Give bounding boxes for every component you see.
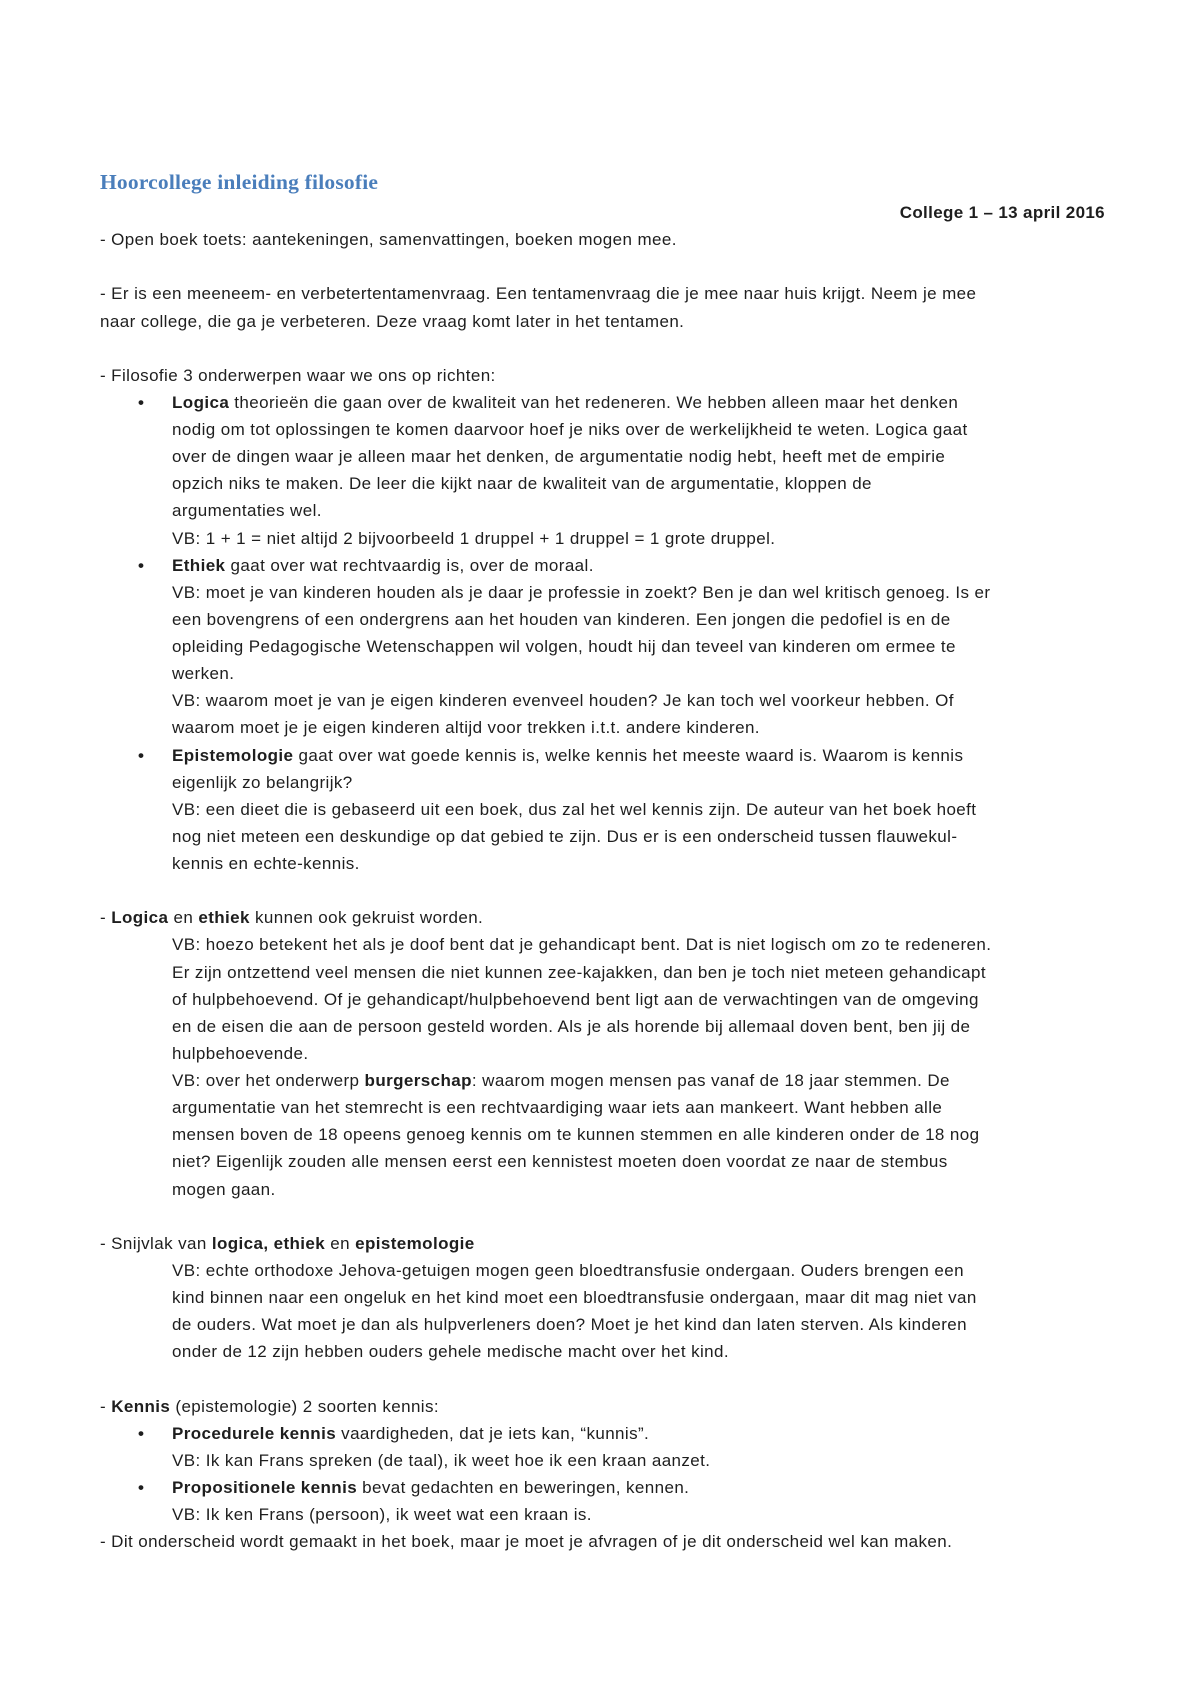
text-segment: naar college, die ga je verbeteren. Deze vraag komt later in het tentamen. xyxy=(100,311,685,331)
text-segment: VB: 1 + 1 = niet altijd 2 bijvoorbeeld 1 druppel + 1 druppel = 1 grote druppel. xyxy=(172,528,776,548)
text-segment: - Er is een meeneem- en verbetertentamenvraag. Een tentamenvraag die je mee naar huis krijgt. Neem je mee xyxy=(100,284,977,304)
text-segment: VB: echte orthodoxe Jehova-getuigen mogen geen bloedtransfusie ondergaan. Ouders brengen een xyxy=(172,1260,964,1280)
text-segment: kennis en echte-kennis. xyxy=(172,854,360,873)
example-note xyxy=(100,931,1105,1202)
text-segment: : waarom mogen mensen pas vanaf de 18 jaar stemmen. De xyxy=(471,1071,950,1090)
text-line xyxy=(100,633,1105,660)
text-line xyxy=(100,904,1105,931)
text-segment: argumentatie van het stemrecht is een rechtvaardiging waar iets aan mankeert. Want hebben alle xyxy=(172,1098,943,1118)
text-segment: onder de 12 zijn hebben ouders gehele medische macht over het kind. xyxy=(172,1342,729,1362)
text-segment: vaardigheden, dat je iets kan, “kunnis”. xyxy=(336,1423,650,1443)
text-line xyxy=(100,931,1105,958)
text-line xyxy=(100,1501,1105,1528)
text-segment: opleiding Pedagogische Wetenschappen wil volgen, houdt hij dan teveel van kinderen om ermee te xyxy=(172,637,956,656)
section xyxy=(100,1230,1105,1366)
text-segment: - Snijvlak van xyxy=(100,1233,212,1253)
text-line xyxy=(100,1121,1105,1148)
text-line xyxy=(100,525,1105,552)
text-line xyxy=(100,1447,1105,1474)
text-segment: Er zijn ontzettend veel mensen die niet kunnen zee-kajakken, dan ben je toch niet meteen gehandicapt xyxy=(172,962,987,982)
text-line xyxy=(100,1040,1105,1067)
text-line xyxy=(100,769,1105,796)
section xyxy=(100,904,1105,1202)
example-note xyxy=(100,1257,1105,1366)
text-segment: kunnen ook gekruist worden. xyxy=(249,908,484,928)
text-segment: bevat gedachten en beweringen, kennen. xyxy=(357,1477,690,1497)
text-segment: VB: een dieet die is gebaseerd uit een boek, dus zal het wel kennis zijn. De auteur van het boek hoeft xyxy=(172,799,977,819)
text-line xyxy=(100,959,1105,986)
text-segment: werken. xyxy=(172,664,235,684)
paragraph xyxy=(100,362,1105,389)
bold-term: epistemologie xyxy=(355,1233,475,1253)
text-segment: gaat over wat rechtvaardig is, over de moraal. xyxy=(225,555,594,575)
text-segment: VB: Ik kan Frans spreken (de taal), ik weet hoe ik een kraan aanzet. xyxy=(172,1450,711,1470)
text-line xyxy=(100,1420,1105,1447)
text-segment: mogen gaan. xyxy=(172,1179,276,1199)
text-line xyxy=(100,552,1105,579)
bullet-item xyxy=(100,389,1105,552)
bold-term: Kennis xyxy=(111,1396,171,1416)
text-line xyxy=(100,1148,1105,1175)
text-segment: of hulpbehoevend. Of je gehandicapt/hulpbehoevend bent ligt aan de verwachtingen van de omgeving xyxy=(172,989,979,1009)
text-line xyxy=(100,443,1105,470)
text-line xyxy=(100,389,1105,416)
bullet-marker: • xyxy=(138,1477,145,1497)
text-line xyxy=(100,362,1105,389)
text-line xyxy=(100,1284,1105,1311)
bullet-item xyxy=(100,1474,1105,1528)
text-segment: VB: moet je van kinderen houden als je daar je professie in zoekt? Ben je dan wel kritisch genoeg. Is er xyxy=(172,582,991,602)
text-line xyxy=(100,660,1105,687)
text-segment: VB: over het onderwerp xyxy=(172,1071,365,1090)
text-segment: nog niet meteen een deskundige op dat gebied te zijn. Dus er is een onderscheid tussen flauwekul- xyxy=(172,826,958,846)
text-segment: waarom moet je je eigen kinderen altijd voor trekken i.t.t. andere kinderen. xyxy=(172,718,760,738)
text-line xyxy=(100,226,1105,253)
text-line xyxy=(100,1176,1105,1203)
text-segment: - xyxy=(100,1396,112,1416)
text-segment: niet? Eigenlijk zouden alle mensen eerst een kennistest moeten doen voordat ze naar de stembus xyxy=(172,1152,948,1172)
lecture-date: College 1 – 13 april 2016 xyxy=(899,203,1105,222)
text-line xyxy=(100,308,1105,335)
bold-term: Logica xyxy=(111,908,169,928)
bold-term: Logica xyxy=(172,392,230,412)
bold-term: Procedurele kennis xyxy=(172,1423,337,1443)
document-page xyxy=(100,165,1105,1582)
bullet-marker: • xyxy=(138,392,145,412)
text-line xyxy=(100,1528,1105,1555)
text-line xyxy=(100,1338,1105,1365)
bullet-marker: • xyxy=(138,555,145,575)
bullet-item xyxy=(100,1420,1105,1474)
text-line xyxy=(100,823,1105,850)
text-segment: VB: hoezo betekent het als je doof bent dat je gehandicapt bent. Dat is niet logisch om zo te redeneren. xyxy=(172,935,992,955)
bold-term: Propositionele kennis xyxy=(172,1477,358,1497)
bold-term: Ethiek xyxy=(172,555,226,575)
bold-term: logica, ethiek xyxy=(211,1233,326,1253)
paragraph xyxy=(100,904,1105,931)
text-line xyxy=(100,1393,1105,1420)
section xyxy=(100,226,1105,253)
text-line xyxy=(100,280,1105,307)
text-segment: eigenlijk zo belangrijk? xyxy=(172,772,353,792)
text-line xyxy=(100,687,1105,714)
text-segment: - Dit onderscheid wordt gemaakt in het boek, maar je moet je afvragen of je dit onderscheid wel kan maken. xyxy=(100,1532,953,1552)
text-segment: - Filosofie 3 onderwerpen waar we ons op richten: xyxy=(100,365,496,385)
text-line xyxy=(100,850,1105,877)
text-line xyxy=(100,1230,1105,1257)
text-line xyxy=(100,1094,1105,1121)
page-title: Hoorcollege inleiding filosofie xyxy=(100,170,379,194)
bullet-marker: • xyxy=(138,1423,145,1443)
text-segment: over de dingen waar je alleen maar het denken, de argumentatie nodig hebt, heeft met de empirie xyxy=(172,447,946,467)
text-segment: VB: Ik ken Frans (persoon), ik weet wat een kraan is. xyxy=(172,1505,592,1524)
text-segment: gaat over wat goede kennis is, welke kennis het meeste waard is. Waarom is kennis xyxy=(293,745,964,765)
bold-term: ethiek xyxy=(198,908,250,928)
bold-term: Epistemologie xyxy=(172,745,294,765)
paragraph xyxy=(100,280,1105,334)
text-segment: de ouders. Wat moet je dan als hulpverleners doen? Moet je het kind dan laten sterven. Als kinderen xyxy=(172,1315,967,1335)
text-line xyxy=(100,1013,1105,1040)
text-segment: en xyxy=(168,908,199,928)
text-segment: hulpbehoevende. xyxy=(172,1043,309,1063)
text-line xyxy=(100,497,1105,524)
text-segment: mensen boven de 18 opeens genoeg kennis om te kunnen stemmen en alle kinderen onder de 18 nog xyxy=(172,1125,980,1145)
text-line xyxy=(100,714,1105,741)
text-segment: een bovengrens of een ondergrens aan het houden van kinderen. Een jongen die pedofiel is en de xyxy=(172,609,951,629)
text-segment: (epistemologie) 2 soorten kennis: xyxy=(170,1396,439,1416)
document-body xyxy=(100,226,1105,1555)
text-line xyxy=(100,1474,1105,1501)
text-line xyxy=(100,606,1105,633)
section xyxy=(100,362,1105,877)
paragraph xyxy=(100,1528,1105,1555)
text-segment: - Open boek toets: aantekeningen, samenvattingen, boeken mogen mee. xyxy=(100,230,677,250)
text-segment: argumentaties wel. xyxy=(172,501,322,521)
text-line xyxy=(100,416,1105,443)
text-segment: en xyxy=(325,1233,356,1253)
bullet-marker: • xyxy=(138,745,145,765)
text-segment: - xyxy=(100,908,112,928)
bold-term: burgerschap xyxy=(364,1071,472,1090)
text-line xyxy=(100,986,1105,1013)
text-line xyxy=(100,470,1105,497)
section xyxy=(100,1393,1105,1556)
text-line xyxy=(100,1311,1105,1338)
paragraph xyxy=(100,1230,1105,1257)
text-line xyxy=(100,1067,1105,1094)
text-segment: opzich niks te maken. De leer die kijkt naar de kwaliteit van de argumentatie, kloppen de xyxy=(172,474,872,494)
text-segment: theorieën die gaan over de kwaliteit van het redeneren. We hebben alleen maar het denken xyxy=(229,392,959,412)
bullet-item xyxy=(100,552,1105,742)
text-segment: nodig om tot oplossingen te komen daarvoor hoef je niks over de werkelijkheid te weten. Logica gaat xyxy=(172,420,968,439)
text-line xyxy=(100,742,1105,769)
section xyxy=(100,280,1105,334)
text-line xyxy=(100,579,1105,606)
text-segment: kind binnen naar een ongeluk en het kind moet een bloedtransfusie ondergaan, maar dit mag niet van xyxy=(172,1288,977,1307)
text-segment: en de eisen die aan de persoon gesteld worden. Als je als horende bij allemaal doven bent, ben jij de xyxy=(172,1016,971,1036)
text-segment: VB: waarom moet je van je eigen kinderen evenveel houden? Je kan toch wel voorkeur hebben. Of xyxy=(172,691,954,711)
text-line xyxy=(100,796,1105,823)
text-line xyxy=(100,1257,1105,1284)
paragraph xyxy=(100,1393,1105,1420)
paragraph xyxy=(100,226,1105,253)
bullet-item xyxy=(100,742,1105,878)
